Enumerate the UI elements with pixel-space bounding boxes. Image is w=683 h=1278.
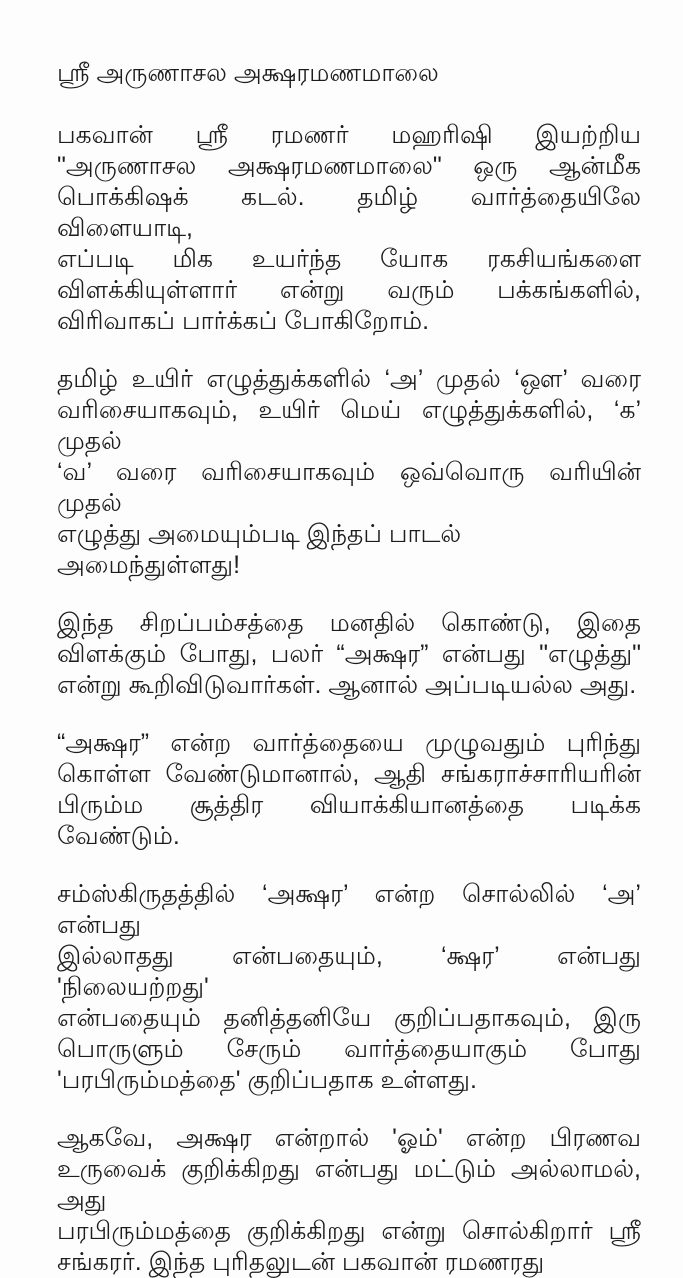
text-line: விளக்கியுள்ளார் என்று வரும் பக்கங்களில், [57,276,641,304]
text-line: பொக்கிஷக் கடல். தமிழ் வார்த்தையிலே விளையாடி, [57,183,641,242]
text-line: பரபிரும்மத்தை குறிக்கிறது என்று சொல்கிறார் ஸ்ரீ [57,1217,641,1245]
text-line: “அக்ஷர” என்ற வார்த்தையை முழுவதும் புரிந்து [57,729,641,757]
text-line: விளக்கும் போது, பலர் “அக்ஷர” என்பது "எழுத்து" [57,640,641,668]
text-line: சங்கரர். இந்த புரிதலுடன் பகவான் ரமணரது [57,1248,545,1276]
text-line: எழுத்து அமையும்படி இந்தப் பாடல் அமைந்துள்ளது! [57,520,462,579]
paragraph-1 [57,120,641,337]
paragraph-2 [57,364,641,581]
text-line: பொருளும் சேரும் வார்த்தையாகும் போது [57,1035,641,1063]
text-line: வரிசையாகவும், உயிர் மெய் எழுத்துக்களில், ‘க’ முதல் [57,396,641,455]
text-line: இந்த சிறப்பம்சத்தை மனதில் கொண்டு, இதை [57,609,641,637]
text-line: என்று கூறிவிடுவார்கள். ஆனால் அப்படியல்ல அது. [57,671,637,699]
text-line: உருவைக் குறிக்கிறது என்பது மட்டும் அல்லாமல், அது [57,1155,641,1214]
paragraph-3 [57,608,641,701]
paragraph-6 [57,1123,641,1278]
text-line: எப்படி மிக உயர்ந்த யோக ரகசியங்களை [57,245,641,273]
text-line: "அருணாசல அக்ஷரமணமாலை" ஒரு ஆன்மீக [57,152,641,180]
text-line: சம்ஸ்கிருதத்தில் ‘அக்ஷர’ என்ற சொல்லில் ‘அ’ என்பது [57,880,641,939]
text-line: வேண்டும். [57,822,180,850]
paragraph-4 [57,728,641,852]
text-line: பகவான் ஸ்ரீ ரமணர் மஹரிஷி இயற்றிய [57,121,641,149]
text-line: 'பரபிரும்மத்தை' குறிப்பதாக உள்ளது. [57,1066,477,1094]
document-title: ஸ்ரீ அருணாசல அக்ஷரமணமாலை [57,59,439,87]
text-line: ‘வ’ வரை வரிசையாகவும் ஒவ்வொரு வரியின் முதல் [57,458,641,517]
text-line: தமிழ் உயிர் எழுத்துக்களில் ‘அ’ முதல் ‘ஔ’ வரை [57,365,641,393]
text-line: விரிவாகப் பார்க்கப் போகிறோம். [57,307,430,335]
text-line: இல்லாதது என்பதையும், ‘க்ஷர’ என்பது 'நிலையற்றது' [57,942,641,1001]
text-line: பிரும்ம சூத்திர வியாக்கியானத்தை படிக்க [57,791,641,819]
paragraph-5 [57,879,641,1096]
text-line: கொள்ள வேண்டுமானால், ஆதி சங்கராச்சாரியரின் [57,760,641,788]
document-body [57,120,641,1278]
text-line: என்பதையும் தனித்தனியே குறிப்பதாகவும், இரு [57,1004,641,1032]
text-line: ஆகவே, அக்ஷர என்றால் 'ஓம்' என்ற பிரணவ [57,1124,641,1152]
